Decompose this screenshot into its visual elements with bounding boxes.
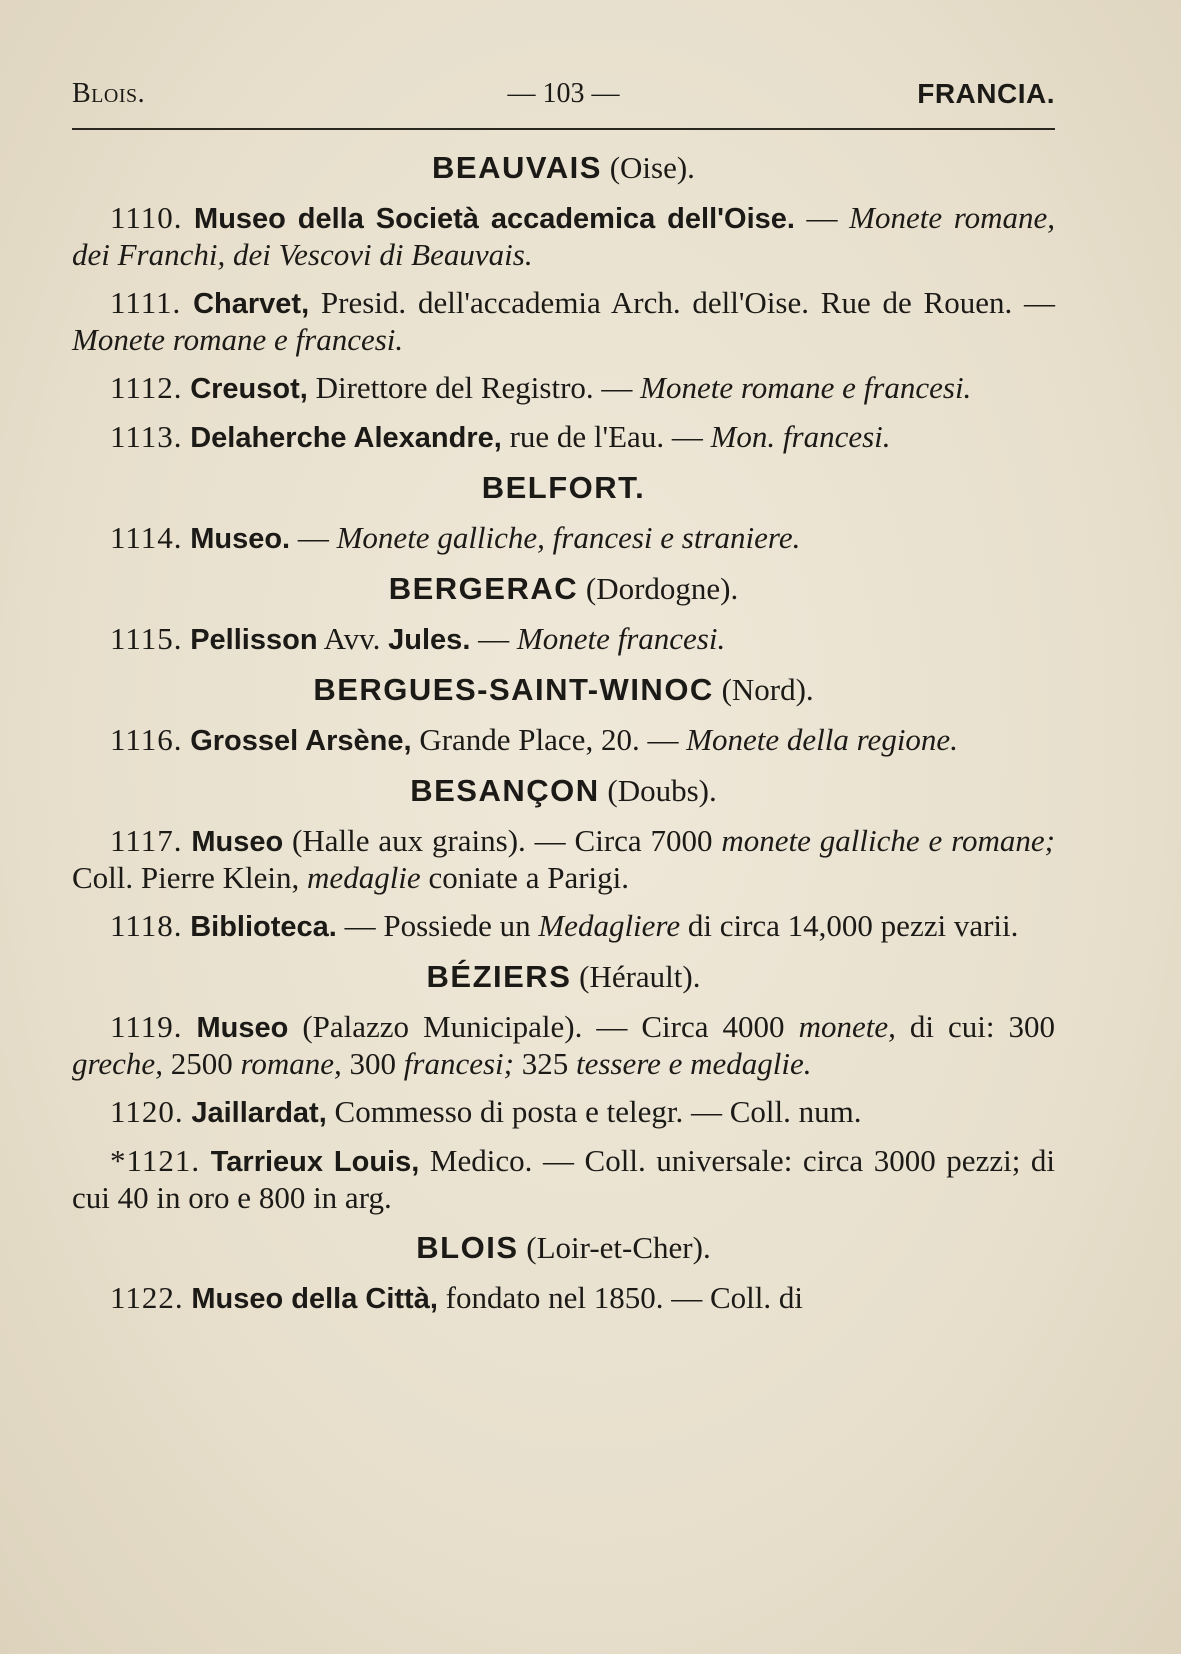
section-heading-belfort: BELFORT. [481,470,646,505]
header-rule [72,128,1055,130]
section-heading-besancon: BESANÇON (Doubs). [410,773,717,808]
entry-1110: 1110. Museo della Società accademica dell'Oise. — Monete romane, dei Franchi, dei Vescovi di Beauvais. [72,200,1056,272]
running-header [72,66,1055,120]
entry-1113: 1113. Delaherche Alexandre, rue de l'Eau. — Mon. francesi. [110,419,891,454]
entry-1114: 1114. Museo. — Monete galliche, francesi e straniere. [110,520,801,555]
page-number: — 103 — [507,78,620,109]
entry-1118: 1118. Biblioteca. — Possiede un Medagliere di circa 14,000 pezzi varii. [110,908,1019,943]
section-heading-beauvais: BEAUVAIS (Oise). [432,150,695,185]
entry-1122: 1122. Museo della Città, fondato nel 1850. — Coll. di [110,1280,803,1315]
entry-1115: 1115. Pellisson Avv. Jules. — Monete francesi. [110,621,726,656]
entry-1117: 1117. Museo (Halle aux grains). — Circa 7000 monete galliche e romane; Coll. Pierre Klein, medaglie coniate a Parigi. [72,823,1055,895]
entry-1121: *1121. Tarrieux Louis, Medico. — Coll. universale: circa 3000 pezzi; di cui 40 in oro e 800 in arg. [72,1143,1056,1215]
section-heading-bergues: BERGUES-SAINT-WINOC (Nord). [313,672,814,707]
header-right: FRANCIA. [917,78,1055,109]
entry-1120: 1120. Jaillardat, Commesso di posta e telegr. — Coll. num. [110,1094,862,1129]
section-heading-bergerac: BERGERAC (Dordogne). [388,571,739,606]
entry-1111: 1111. Charvet, Presid. dell'accademia Arch. dell'Oise. Rue de Rouen. — Monete romane e francesi. [72,285,1055,357]
page-body [72,150,1055,1317]
header-left: Blois. [72,78,146,109]
section-heading-blois: BLOIS (Loir-et-Cher). [416,1230,711,1265]
entry-1116: 1116. Grossel Arsène, Grande Place, 20. — Monete della regione. [110,722,958,757]
section-heading-beziers: BÉZIERS (Hérault). [426,959,701,994]
entry-1119: 1119. Museo (Palazzo Municipale). — Circa 4000 monete, di cui: 300 greche, 2500 romane, 300 francesi; 325 tessere e medaglie. [72,1009,1056,1081]
entry-1112: 1112. Creusot, Direttore del Registro. — Monete romane e francesi. [110,370,972,405]
